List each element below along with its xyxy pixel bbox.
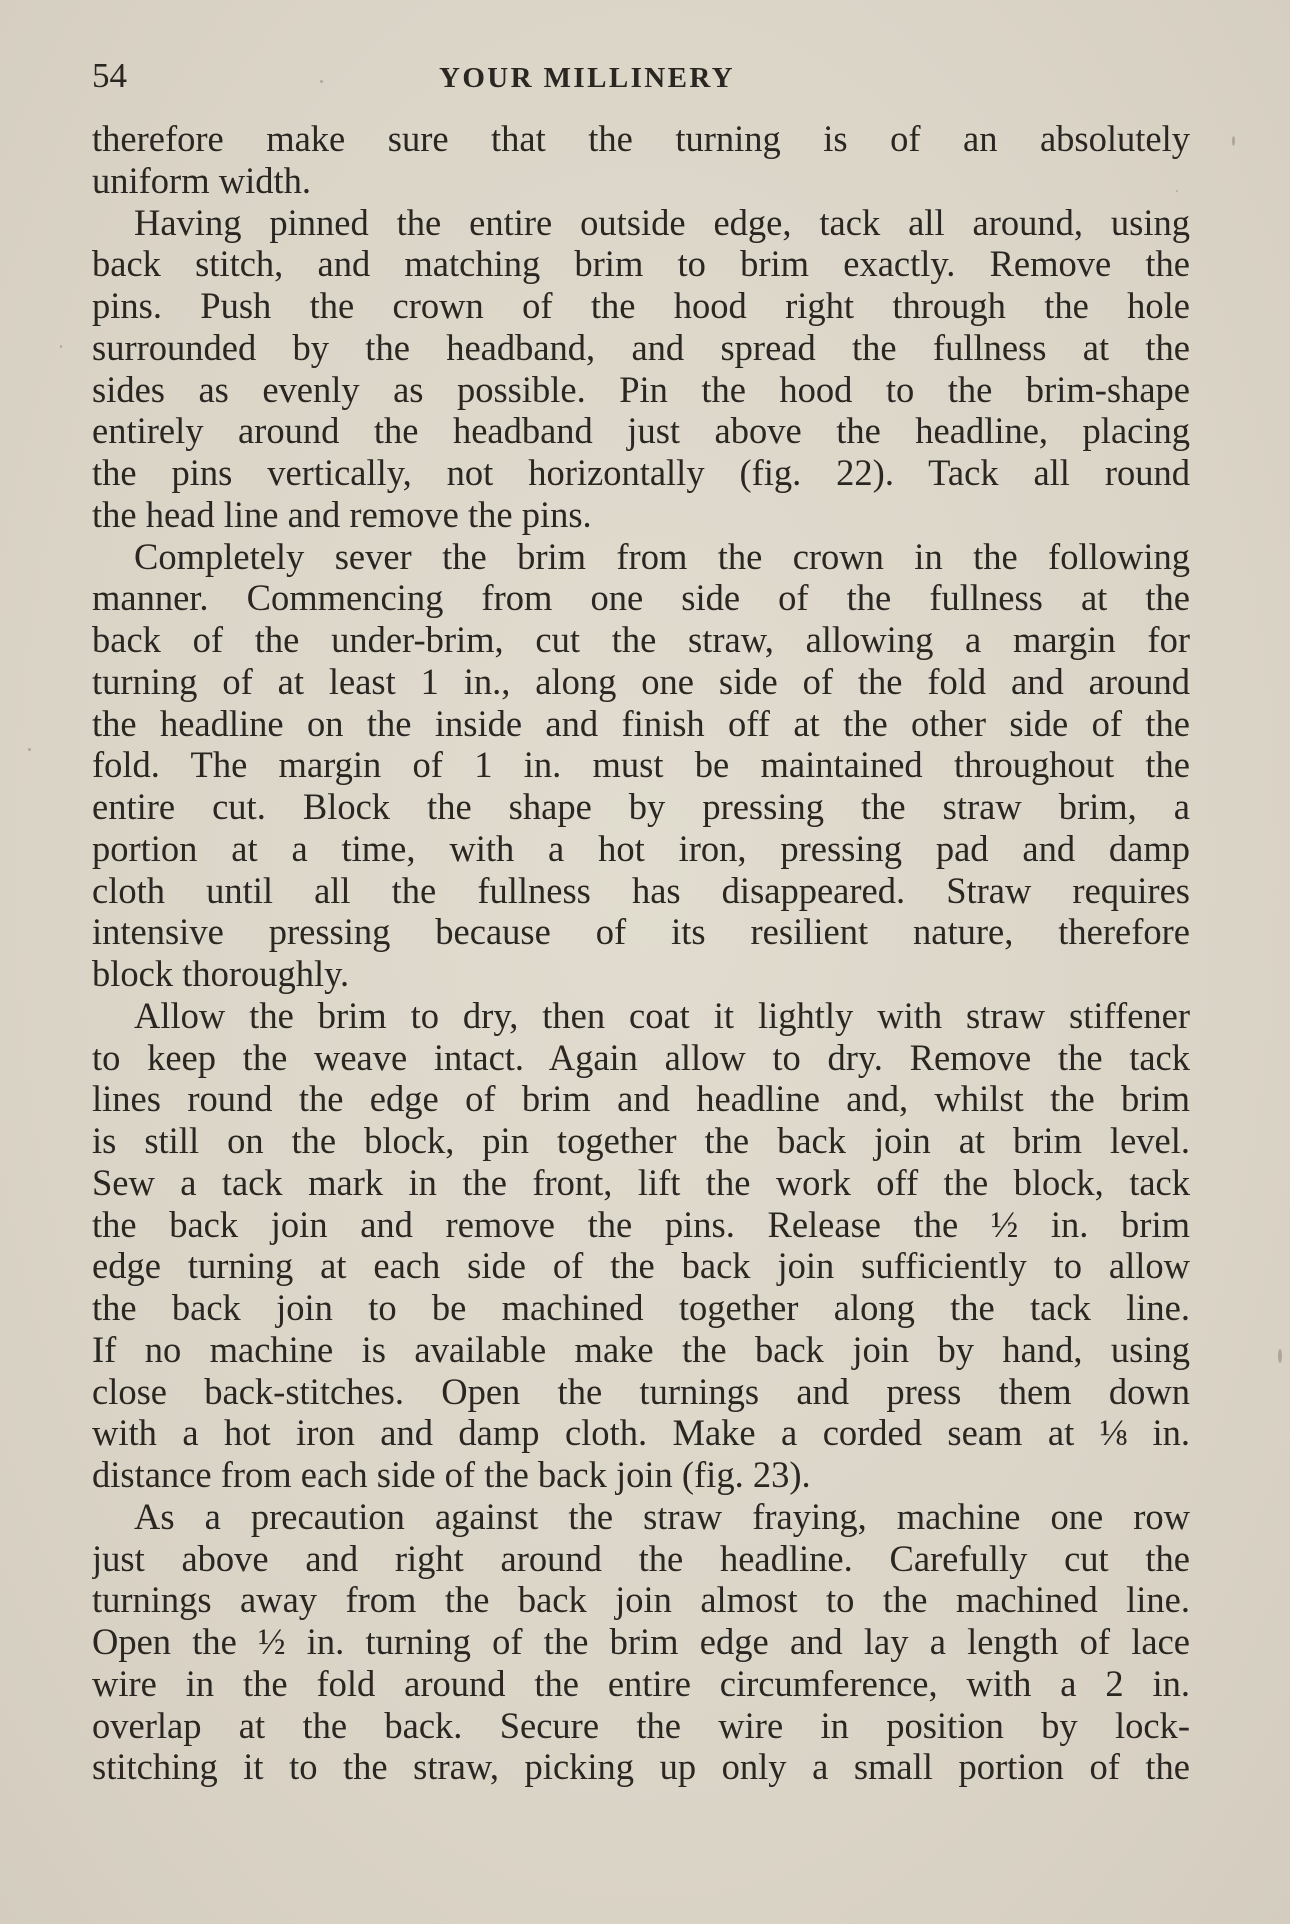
text-line: turnings away from the back join almost to the machined line. [92,1579,1190,1621]
paragraph [92,118,1190,202]
text-line: the back join and remove the pins. Release the ½ in. brim [92,1203,1190,1245]
paragraph [92,1496,1190,1788]
paper-speck [1176,190,1178,192]
text-line: entirely around the headband just above the headline, placing [92,410,1190,452]
text-line: surrounded by the headband, and spread the fullness at the [92,326,1190,368]
text-line: edge turning at each side of the back join sufficiently to allow [92,1245,1190,1287]
text-line: wire in the fold around the entire circumference, with a 2 in. [92,1662,1190,1704]
text-line: block thoroughly. [92,953,350,994]
text-line: Having pinned the entire outside edge, tack all around, using [134,201,1190,243]
body-text [92,118,1190,1788]
text-line: the pins vertically, not horizontally (fig. 22). Tack all round [92,452,1190,493]
text-line: Sew a tack mark in the front, lift the work off the block, tack [92,1161,1190,1203]
text-line: just above and right around the headline. Carefully cut the [92,1537,1190,1579]
text-line: intensive pressing because of its resilient nature, therefore [92,911,1190,953]
paper-speck [320,80,323,83]
paragraph [92,995,1190,1496]
text-line: cloth until all the fullness has disappeared. Straw requires [92,869,1190,911]
text-line: entire cut. Block the shape by pressing the straw brim, a [92,786,1190,827]
text-line: therefore make sure that the turning is of an absolutely [92,118,1190,159]
text-line: uniform width. [92,159,311,201]
text-line: portion at a time, with a hot iron, pressing pad and damp [92,827,1190,869]
text-line: distance from each side of the back join (fig. 23). [92,1454,811,1495]
paper-speck [1232,136,1235,146]
text-line: lines round the edge of brim and headline and, whilst the brim [92,1078,1190,1120]
page-number: 54 [92,56,127,95]
text-line: If no machine is available make the back join by hand, using [92,1328,1190,1370]
text-line: overlap at the back. Secure the wire in position by lock- [92,1704,1190,1746]
text-line: is still on the block, pin together the back join at brim level. [92,1120,1190,1161]
paper-speck [60,345,62,348]
text-line: Completely sever the brim from the crown in the following [134,535,1190,577]
paper-speck [28,748,31,751]
text-line: pins. Push the crown of the hood right through the hole [92,285,1190,326]
text-line: close back-stitches. Open the turnings and press them down [92,1370,1190,1412]
text-line: to keep the weave intact. Again allow to dry. Remove the tack [92,1036,1190,1078]
text-line: fold. The margin of 1 in. must be maintained throughout the [92,744,1190,786]
text-line: sides as evenly as possible. Pin the hood to the brim-shape [92,368,1190,410]
paper-speck [1278,1349,1282,1363]
running-title: YOUR MILLINERY [438,62,736,94]
text-line: the back join to be machined together along the tack line. [92,1287,1190,1328]
text-line: the head line and remove the pins. [92,493,592,535]
text-line: back of the under-brim, cut the straw, allowing a margin for [92,619,1190,660]
text-line: Open the ½ in. turning of the brim edge and lay a length of lace [92,1621,1190,1662]
text-line: back stitch, and matching brim to brim exactly. Remove the [92,243,1190,285]
text-line: manner. Commencing from one side of the fullness at the [92,577,1190,619]
text-line: As a precaution against the straw fraying, machine one row [134,1495,1190,1537]
text-line: Allow the brim to dry, then coat it lightly with straw stiffener [134,994,1190,1036]
paragraph [92,536,1190,995]
running-head [92,50,1192,102]
text-line: stitching it to the straw, picking up only a small portion of the [92,1746,1190,1788]
text-line: with a hot iron and damp cloth. Make a corded seam at ⅛ in. [92,1412,1190,1454]
text-line: the headline on the inside and finish off at the other side of the [92,702,1190,744]
text-line: turning of at least 1 in., along one side of the fold and around [92,660,1190,702]
paragraph [92,202,1190,536]
